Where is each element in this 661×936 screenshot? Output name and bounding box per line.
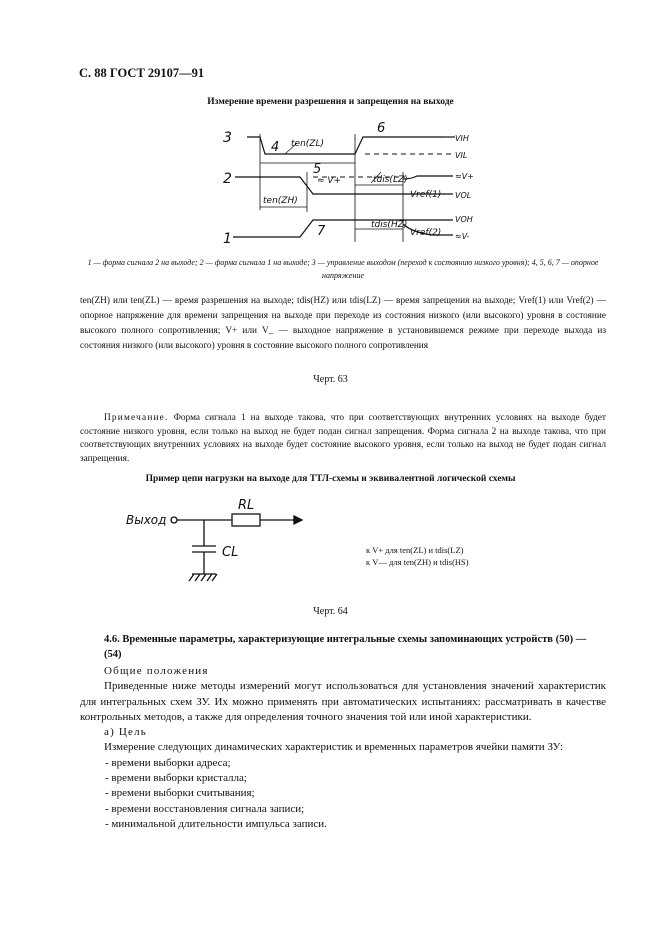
- timing-diagram: [205, 117, 475, 252]
- label-voh: VOH: [455, 215, 473, 224]
- subheading: Общие положения: [104, 665, 209, 677]
- label-vol: VOL: [455, 191, 472, 200]
- resistor-icon: [232, 514, 260, 526]
- label-tdis-hz: tdis(HZ): [371, 220, 408, 230]
- definitions-block: [80, 294, 606, 354]
- load-legend: [366, 544, 469, 568]
- list-item: - времени выборки кристалла;: [105, 772, 247, 785]
- label-vplus-mid: ≈ V+: [317, 176, 342, 186]
- parameter-list: [80, 756, 606, 832]
- figure-caption-timing: 1 — форма сигнала 2 на выходе; 2 — форма сигнала 1 на выходе; 3 — управление выходом (переход к состоянию низкого уровня); 4, 5, 6, 7 — опорное напряжение: [87, 258, 599, 280]
- label-ref-7: 7: [317, 224, 326, 239]
- figure-title-load-circuit: Пример цепи нагрузки на выходе для ТТЛ-схемы и эквивалентной логической схемы: [145, 474, 516, 484]
- paragraph-measurement: Измерение следующих динамических характеристик и временных параметров ячейки памяти ЗУ:: [104, 741, 564, 754]
- label-ref-6: 6: [377, 121, 386, 136]
- note-text: Форма сигнала 1 на выходе такова, что при соответствующих внутренних условиях на выходе будет состояние низкого уровня, если только на выход не будет подан сигнал запрещения. Форма сигнала 2 на выходе такова, что при соответствующих внутренних условиях на выходе будет состояние высокого уровня, если только на выход не будет подан сигнал запрещения.: [80, 413, 606, 464]
- page-header: С. 88 ГОСТ 29107—91: [79, 66, 205, 80]
- label-vih: VIH: [455, 134, 469, 143]
- section-heading: 4.6. Временные параметры, характеризующие интегральные схемы запоминающих устройств (50) — (54): [104, 634, 587, 660]
- list-item: - минимальной длительности импульса записи.: [105, 817, 327, 830]
- label-ten-zl: ten(ZL): [291, 139, 324, 149]
- resistor-label: RL: [238, 498, 255, 513]
- note-paragraph: [80, 412, 606, 466]
- label-vref2: Vref(2): [410, 228, 442, 238]
- definitions-text: ten(ZH) или ten(ZL) — время разрешения на выходе; tdis(HZ) или tdis(LZ) — время запрещения на выходе; Vref(1) или Vref(2) — опорное напряжение для времени запрещения на выходе при переходе из состояния низкого (или высокого) уровня в состояние высокого полного сопротивления; V+ или V_ — выходное напряжение в установившемся режиме при переходе выхода из состояния низкого (или высокого) уровня в состояние высокого полного сопротивления: [80, 296, 606, 351]
- label-signal-2: 2: [223, 171, 232, 187]
- load-circuit-diagram: [122, 494, 322, 592]
- list-item: - времени восстановления сигнала записи;: [105, 802, 305, 815]
- output-terminal-icon: [171, 517, 177, 523]
- item-a-goal: а) Цель: [104, 726, 148, 739]
- label-signal-1: 1: [223, 231, 232, 247]
- capacitor-label: CL: [222, 545, 239, 560]
- label-signal-3: 3: [223, 130, 232, 146]
- label-vminus-right: ≈V-: [455, 232, 470, 241]
- label-ten-zh: ten(ZH): [263, 196, 298, 206]
- note-label: Примечание.: [104, 413, 169, 423]
- label-ref-4: 4: [271, 140, 280, 155]
- paragraph-methods: Приведенные ниже методы измерений могут использоваться для установления значений характеристик для интегральных схем ЗУ. Их можно применять при автоматических испытаниях: рассматривать в качестве контрольных методов, а также для определения точного значения той или иной характеристики.: [80, 680, 606, 723]
- section-body: [80, 664, 606, 832]
- figure-title-timing: Измерение времени разрешения и запрещения на выходе: [207, 97, 454, 107]
- label-ref-5: 5: [313, 162, 322, 177]
- list-item: - времени выборки адреса;: [105, 756, 231, 769]
- list-item: - времени выборки считывания;: [105, 787, 255, 800]
- label-vplus-right: ≈V+: [455, 172, 474, 181]
- legend-line-2: к V— для ten(ZH) и tdis(HS): [366, 557, 469, 567]
- figure-number-63: Черт. 63: [313, 374, 348, 385]
- label-vil: VIL: [455, 151, 468, 160]
- figure-number-64: Черт. 64: [313, 606, 348, 617]
- legend-line-1: к V+ для ten(ZL) и tdis(LZ): [366, 545, 464, 555]
- label-vref1: Vref(1): [410, 190, 442, 200]
- output-label: Выход: [126, 513, 167, 527]
- label-tdis-lz: tdis(LZ): [373, 175, 408, 185]
